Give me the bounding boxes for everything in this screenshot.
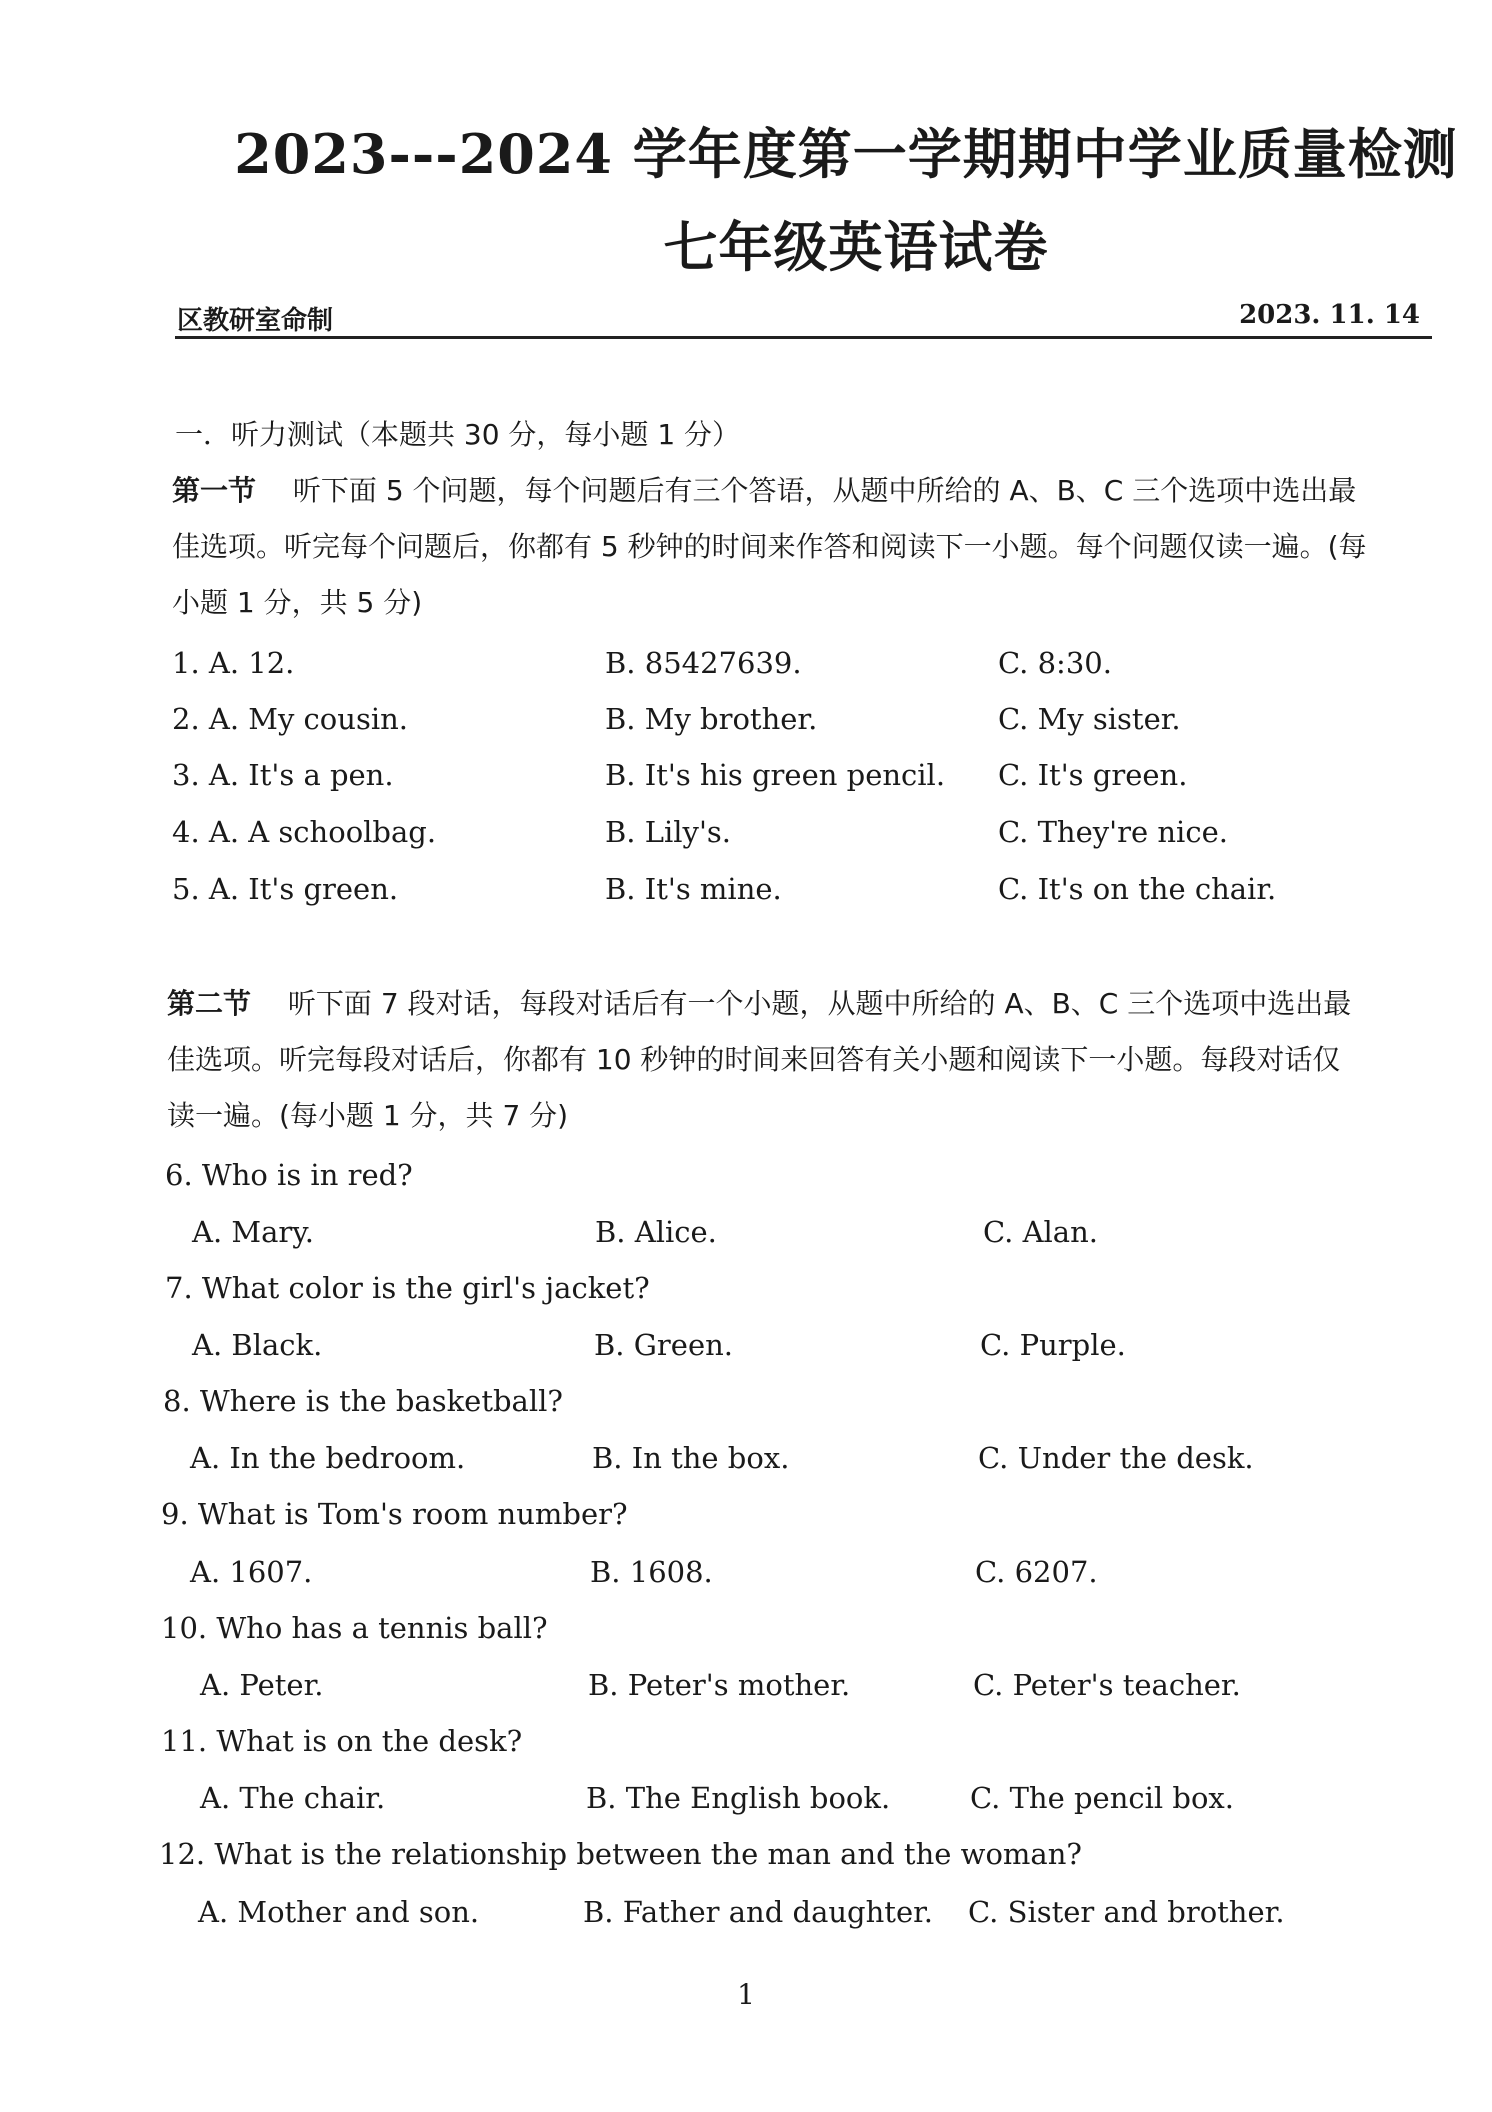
q2-option-c: C. My sister. (998, 702, 1181, 736)
q6-option-c: C. Alan. (983, 1215, 1098, 1249)
q6-option-a: A. Mary. (192, 1215, 314, 1249)
q11-option-b: B. The English book. (586, 1781, 891, 1815)
q6-question: 6. Who is in red? (165, 1158, 413, 1192)
q3-option-c: C. It's green. (998, 758, 1188, 792)
q12-question: 12. What is the relationship between the man and the woman? (159, 1837, 1082, 1871)
q11-question: 11. What is on the desk? (161, 1724, 523, 1758)
q2-option-a: 2. A. My cousin. (172, 702, 408, 736)
q7-question: 7. What color is the girl's jacket? (165, 1271, 650, 1305)
q4-option-c: C. They're nice. (998, 815, 1228, 849)
q3-option-b: B. It's his green pencil. (605, 758, 946, 792)
q8-option-c: C. Under the desk. (978, 1441, 1254, 1475)
section1-instruction-line3: 小题 1 分，共 5 分) (172, 586, 423, 619)
q1-option-c: C. 8:30. (998, 646, 1112, 680)
q2-option-b: B. My brother. (605, 702, 818, 736)
q4-option-b: B. Lily's. (605, 815, 732, 849)
q10-option-a: A. Peter. (200, 1668, 324, 1702)
q4-option-a: 4. A. A schoolbag. (172, 815, 437, 849)
q5-option-b: B. It's mine. (605, 872, 782, 906)
section1-instruction-line1 (172, 471, 1356, 511)
section1-instruction-text: 听下面 5 个问题，每个问题后有三个答语，从题中所给的 A、B、C 三个选项中选出最 (292, 474, 1357, 507)
section2-instruction-line1 (167, 984, 1351, 1024)
q10-question: 10. Who has a tennis ball? (161, 1611, 548, 1645)
header-bar (175, 300, 1432, 339)
section2-instruction-text: 听下面 7 段对话，每段对话后有一个小题，从题中所给的 A、B、C 三个选项中选出最 (287, 987, 1352, 1020)
q10-option-c: C. Peter's teacher. (973, 1668, 1241, 1702)
q10-option-b: B. Peter's mother. (588, 1668, 851, 1702)
section1-label: 第一节 (172, 474, 257, 507)
section2-instruction-line2: 佳选项。听完每段对话后，你都有 10 秒钟的时间来回答有关小题和阅读下一小题。每段对话仅 (167, 1043, 1341, 1076)
exam-date: 2023. 11. 14 (1239, 300, 1420, 330)
part1-heading: 一．听力测试（本题共 30 分，每小题 1 分） (175, 418, 741, 451)
section2-label: 第二节 (167, 987, 252, 1020)
q1-option-a: 1. A. 12. (172, 646, 295, 680)
issuer-label: 区教研室命制 (177, 306, 334, 336)
section2-instruction-line3: 读一遍。(每小题 1 分，共 7 分) (167, 1099, 569, 1132)
q7-option-a: A. Black. (192, 1328, 323, 1362)
q9-option-b: B. 1608. (590, 1555, 713, 1589)
q5-option-c: C. It's on the chair. (998, 872, 1277, 906)
exam-subtitle: 七年级英语试卷 (663, 215, 1049, 279)
q7-option-b: B. Green. (594, 1328, 733, 1362)
q5-option-a: 5. A. It's green. (172, 872, 399, 906)
q12-option-a: A. Mother and son. (198, 1895, 480, 1929)
q7-option-c: C. Purple. (980, 1328, 1126, 1362)
q9-option-c: C. 6207. (975, 1555, 1098, 1589)
q8-option-b: B. In the box. (592, 1441, 790, 1475)
q12-option-c: C. Sister and brother. (968, 1895, 1285, 1929)
q3-option-a: 3. A. It's a pen. (172, 758, 394, 792)
q1-option-b: B. 85427639. (605, 646, 802, 680)
exam-title: 2023---2024 学年度第一学期期中学业质量检测 (234, 122, 1458, 186)
section1-instruction-line2: 佳选项。听完每个问题后，你都有 5 秒钟的时间来作答和阅读下一小题。每个问题仅读一遍。(每 (172, 530, 1367, 563)
q9-question: 9. What is Tom's room number? (161, 1497, 628, 1531)
q12-option-b: B. Father and daughter. (583, 1895, 933, 1929)
q6-option-b: B. Alice. (595, 1215, 717, 1249)
q9-option-a: A. 1607. (190, 1555, 313, 1589)
q8-question: 8. Where is the basketball? (163, 1384, 563, 1418)
q11-option-c: C. The pencil box. (970, 1781, 1235, 1815)
q8-option-a: A. In the bedroom. (190, 1441, 466, 1475)
page-number: 1 (737, 1978, 755, 2011)
q11-option-a: A. The chair. (200, 1781, 386, 1815)
